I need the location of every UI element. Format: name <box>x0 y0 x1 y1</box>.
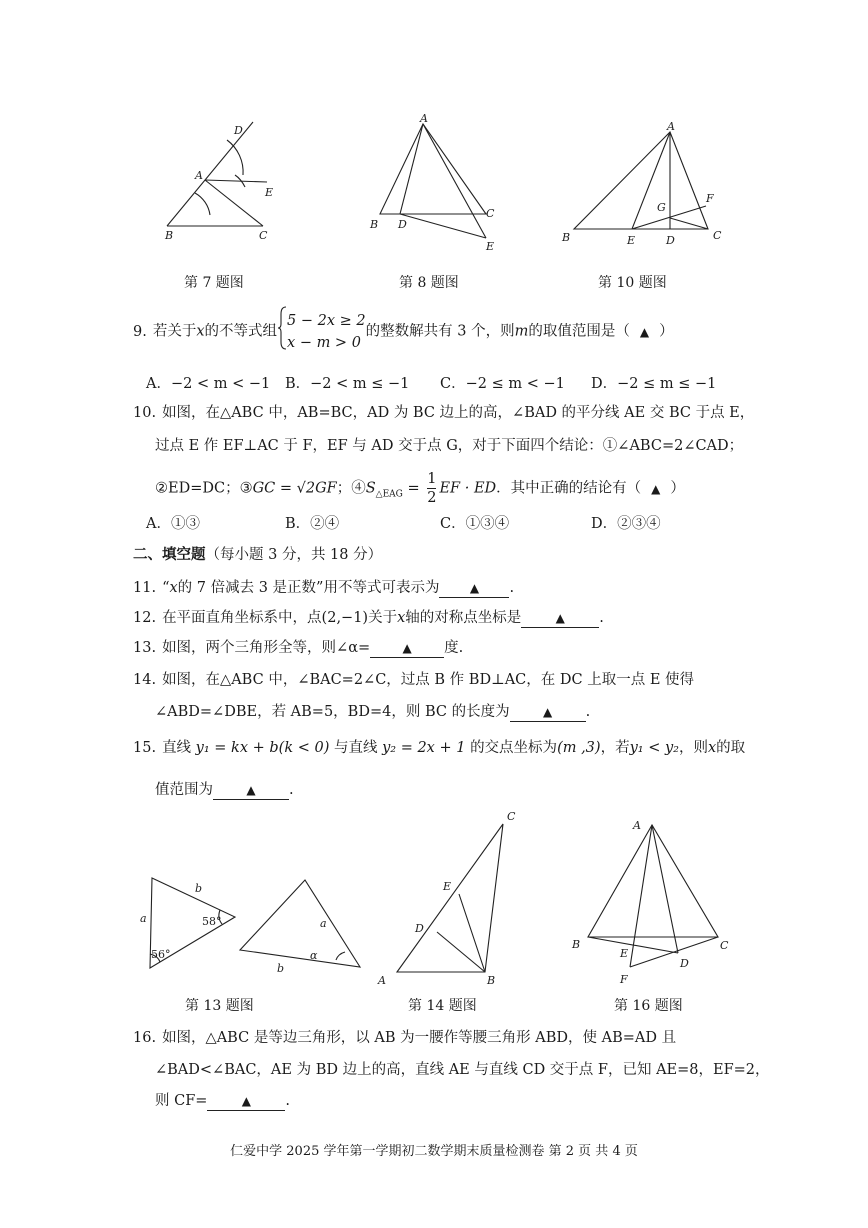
open-quote: “ <box>162 580 170 596</box>
period: . <box>509 580 515 596</box>
svg-text:a: a <box>140 912 147 925</box>
question-16-number: 16. <box>133 1030 157 1046</box>
question-10-line-1 <box>133 403 754 423</box>
brace-symbol <box>277 306 287 357</box>
figure-8 <box>368 112 503 257</box>
figure-13-caption: 第 13 题图 <box>185 998 254 1014</box>
svg-text:D: D <box>666 234 675 247</box>
section-2-note: （每小题 3 分，共 18 分） <box>205 547 383 563</box>
period: . <box>289 782 294 798</box>
question-10-text: ．其中正确的结论有（ <box>496 480 642 497</box>
answer-blank-12[interactable] <box>521 609 599 628</box>
svg-text:E: E <box>265 186 274 199</box>
section-2-heading <box>133 543 382 564</box>
figure-7-caption: 第 7 题图 <box>184 275 244 291</box>
question-13-number: 13. <box>133 640 157 656</box>
svg-text:A: A <box>378 974 386 987</box>
question-10-line-3 <box>155 470 685 507</box>
question-15-line-2 <box>155 780 294 800</box>
svg-text:α: α <box>310 949 318 962</box>
answer-mark: ▲ <box>469 581 480 595</box>
variable-x: x <box>196 323 205 340</box>
q10-option-a[interactable]: A．①③ <box>146 516 200 532</box>
figure-7 <box>155 115 285 245</box>
figure-8-caption: 第 8 题图 <box>399 275 459 291</box>
equals-sign: = <box>402 480 425 497</box>
question-10-number: 10. <box>133 405 157 421</box>
question-15-text: 的取 <box>716 740 746 756</box>
answer-mark: ▲ <box>246 783 256 797</box>
question-15-text: 值范围为 <box>155 782 213 798</box>
question-9-text: ） <box>659 323 674 340</box>
q9-option-d[interactable]: D．−2 ≤ m ≤ −1 <box>591 376 717 392</box>
inequality-2: x − m > 0 <box>287 334 361 351</box>
intersection-point: (m ,3) <box>557 740 601 756</box>
answer-blank-11[interactable] <box>439 579 509 598</box>
question-11 <box>133 578 514 598</box>
figure-10-caption: 第 10 题图 <box>598 275 667 291</box>
question-9-text: 的不等式组 <box>204 323 278 340</box>
question-14-line-2 <box>155 702 590 722</box>
svg-text:A: A <box>420 112 428 125</box>
svg-text:a: a <box>320 917 327 930</box>
question-13-text: 如图，两个三角形全等，则∠α= <box>162 640 371 656</box>
answer-mark: ▲ <box>241 1094 252 1108</box>
variable-m: m <box>514 323 529 340</box>
question-14-line-1 <box>133 670 694 690</box>
section-2-title: 二、填空题 <box>133 547 206 563</box>
svg-text:A: A <box>195 169 203 182</box>
svg-text:B: B <box>165 229 174 242</box>
figure-7-diagram <box>155 115 285 245</box>
question-14-number: 14. <box>133 672 157 688</box>
svg-text:C: C <box>713 229 722 242</box>
question-15-text: 与直线 <box>333 740 378 756</box>
answer-mark: ▲ <box>651 481 661 496</box>
question-15-text: 的交点坐标为 <box>470 740 558 756</box>
period: . <box>599 610 604 626</box>
question-10-text: 如图，在△ABC 中，AB=BC，AD 为 BC 边上的高，∠BAD 的平分线 AE 交 BC 于点 E， <box>162 405 755 421</box>
variable-x: x <box>169 580 178 596</box>
fraction-numerator: 1 <box>427 471 437 487</box>
answer-mark: ▲ <box>555 611 565 625</box>
figure-16-diagram <box>570 815 740 990</box>
figure-16 <box>570 815 740 990</box>
svg-text:F: F <box>620 973 628 986</box>
question-12-text: 轴的对称点坐标是 <box>405 610 522 626</box>
answer-mark: ▲ <box>542 705 553 719</box>
q10-option-b[interactable]: B．②④ <box>285 516 340 532</box>
question-10-text: ②ED=DC；③ <box>155 480 253 497</box>
svg-text:E: E <box>486 240 495 253</box>
question-12-text: 在平面直角坐标系中，点(2,−1)关于 <box>162 610 398 626</box>
figure-16-caption: 第 16 题图 <box>614 998 683 1014</box>
line-1-equation: y₁ = kx + b(k < 0) <box>195 740 330 756</box>
q9-option-c[interactable]: C．−2 ≤ m < −1 <box>440 376 565 392</box>
svg-text:C: C <box>507 810 516 823</box>
question-11-text: 的 7 倍减去 3 是正数”用不等式可表示为 <box>177 580 440 596</box>
answer-blank-14[interactable] <box>510 703 586 722</box>
question-16-line-3 <box>155 1091 290 1111</box>
svg-text:C: C <box>486 207 495 220</box>
period: . <box>285 1093 291 1109</box>
svg-text:B: B <box>562 231 571 244</box>
answer-blank-16[interactable] <box>207 1092 285 1111</box>
q10-option-d[interactable]: D．②③④ <box>591 516 661 532</box>
svg-text:A: A <box>633 819 641 832</box>
inequality-1: 5 − 2x ≥ 2 <box>287 312 366 329</box>
answer-mark: ▲ <box>639 324 650 339</box>
conclusion-4-formula: EF · ED <box>439 480 497 497</box>
svg-text:D: D <box>680 957 689 970</box>
question-15-text: 直线 <box>162 740 192 756</box>
question-10-line-2: 过点 E 作 EF⊥AC 于 F，EF 与 AD 交于点 G，对于下面四个结论：①∠ABC=2∠CAD； <box>155 438 744 454</box>
figure-14-diagram <box>375 808 525 988</box>
question-9 <box>133 306 674 357</box>
svg-text:C: C <box>259 229 268 242</box>
question-15-text: ，若 <box>600 740 630 756</box>
question-9-text: 的整数解共有 3 个，则 <box>365 323 515 340</box>
answer-blank-15[interactable] <box>213 781 289 800</box>
svg-text:G: G <box>657 201 666 214</box>
question-11-number: 11. <box>133 580 157 596</box>
variable-x: x <box>397 610 406 626</box>
question-12 <box>133 608 604 628</box>
figure-14 <box>375 808 525 988</box>
q9-option-b[interactable]: B．−2 < m ≤ −1 <box>285 376 410 392</box>
question-15-line-1 <box>133 738 745 758</box>
svg-text:E: E <box>443 880 452 893</box>
conclusion-3-formula: GC = √2GF <box>252 480 337 497</box>
question-16-line-2: ∠BAD<∠BAC，AE 为 BD 边上的高，直线 AE 与直线 CD 交于点 F，已知 AE=8，EF=2， <box>155 1062 770 1078</box>
question-14-text: 如图，在△ABC 中，∠BAC=2∠C，过点 B 作 BD⊥AC，在 DC 上取一点 E 使得 <box>162 672 695 688</box>
inequality-system <box>287 310 366 354</box>
question-16-line-1 <box>133 1028 676 1048</box>
svg-text:b: b <box>277 962 285 975</box>
page-footer: 仁爱中学 2025 学年第一学期初二数学期末质量检测卷 第 2 页 共 4 页 <box>230 1144 638 1159</box>
question-16-text: 则 CF= <box>155 1093 208 1109</box>
svg-text:E: E <box>620 947 629 960</box>
period: . <box>585 704 591 720</box>
svg-text:D: D <box>415 922 424 935</box>
line-2-equation: y₂ = 2x + 1 <box>382 740 466 756</box>
svg-text:D: D <box>234 124 243 137</box>
question-15-number: 15. <box>133 740 157 756</box>
question-12-number: 12. <box>133 610 157 626</box>
q9-option-a[interactable]: A．−2 < m < −1 <box>146 376 271 392</box>
svg-text:56°: 56° <box>151 948 171 961</box>
answer-blank-13[interactable] <box>370 639 444 658</box>
condition: y₁ < y₂ <box>629 740 679 756</box>
question-13 <box>133 638 463 658</box>
figure-10-diagram <box>560 120 735 250</box>
figure-14-caption: 第 14 题图 <box>408 998 477 1014</box>
q10-option-c[interactable]: C．①③④ <box>440 516 510 532</box>
area-subscript: △EAG <box>375 489 403 500</box>
question-16-text: 如图，△ABC 是等边三角形，以 AB 为一腰作等腰三角形 ABD，使 AB=AD 且 <box>162 1030 677 1046</box>
svg-text:B: B <box>572 938 581 951</box>
question-14-text: ∠ABD=∠DBE，若 AB=5，BD=4，则 BC 的长度为 <box>155 704 510 720</box>
svg-text:C: C <box>720 939 729 952</box>
svg-text:B: B <box>370 218 379 231</box>
question-15-text: ，则 <box>678 740 708 756</box>
variable-x: x <box>707 740 717 756</box>
figure-8-diagram <box>368 112 503 257</box>
answer-mark: ▲ <box>402 641 412 655</box>
figure-13-diagram <box>140 870 355 975</box>
svg-text:D: D <box>398 218 407 231</box>
svg-text:58°: 58° <box>202 915 222 928</box>
svg-text:A: A <box>667 120 675 133</box>
figure-10 <box>560 120 735 250</box>
area-symbol: S <box>365 480 376 497</box>
question-10-text: ） <box>670 480 685 497</box>
svg-text:b: b <box>195 882 203 895</box>
fraction-denominator: 2 <box>427 490 437 506</box>
svg-text:B: B <box>487 974 496 987</box>
question-9-text: 的取值范围是（ <box>528 323 630 340</box>
question-9-text: 若关于 <box>152 323 197 340</box>
figure-13 <box>140 870 355 975</box>
question-13-unit: 度. <box>444 640 464 656</box>
svg-text:F: F <box>706 192 714 205</box>
question-10-text: ；④ <box>336 480 366 497</box>
question-9-number: 9. <box>133 323 147 340</box>
fraction-one-half <box>427 470 436 507</box>
svg-text:E: E <box>627 234 636 247</box>
